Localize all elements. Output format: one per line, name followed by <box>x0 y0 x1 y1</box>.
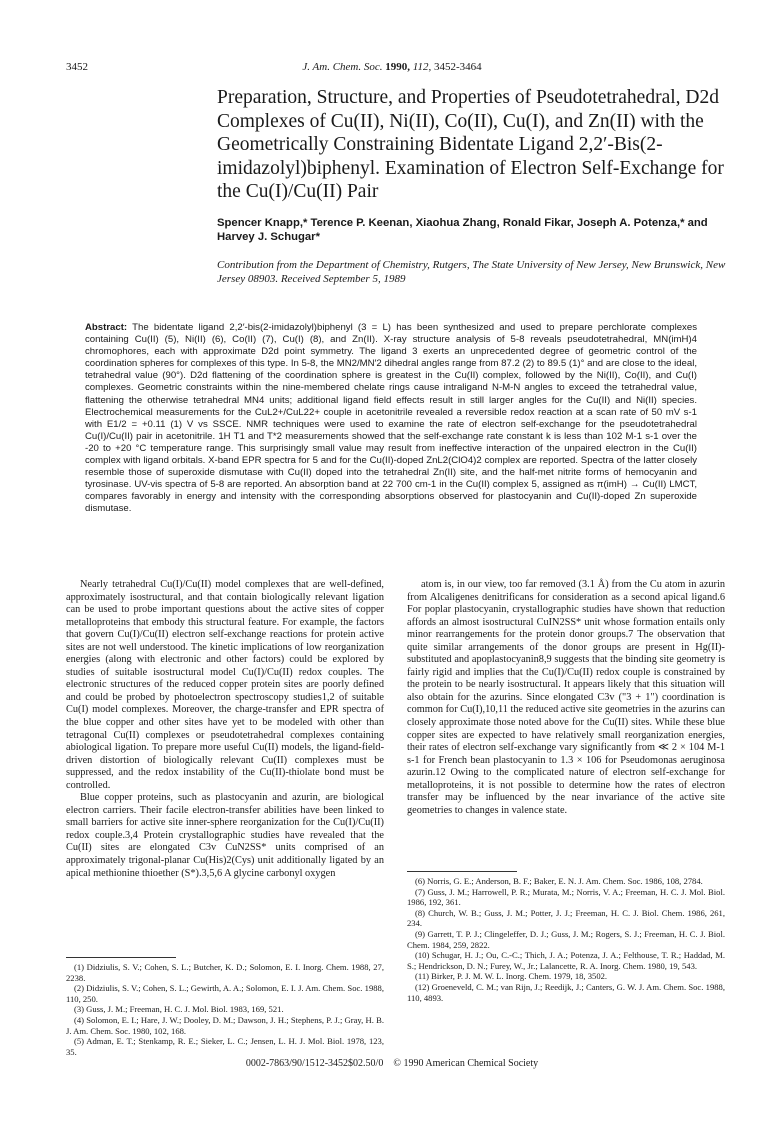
footnote: (12) Groeneveld, C. M.; van Rijn, J.; Reedijk, J.; Canters, G. W. J. Am. Chem. Soc. 1988, 110, 4893. <box>407 981 725 1003</box>
article-title: Preparation, Structure, and Properties of Pseudotetrahedral, D2d Complexes of Cu(II), Ni(II), Co(II), Cu(I), and Zn(II) with the Geometrically Constraining Bidentate Ligand 2,2′-Bis(2-imidazolyl)biphenyl. Examination of Electron Self-Exchange for the Cu(I)/Cu(II) Pair <box>217 87 724 202</box>
footnote: (7) Guss, J. M.; Harrowell, P. R.; Murata, M.; Norris, V. A.; Freeman, H. C. J. Mol. Biol. 1986, 192, 361. <box>407 886 725 908</box>
footnotes-left <box>66 962 384 1057</box>
footnote: (6) Norris, G. E.; Anderson, B. F.; Baker, E. N. J. Am. Chem. Soc. 1986, 108, 2784. <box>415 876 703 886</box>
journal-pages: 3452-3464 <box>433 61 482 73</box>
footnote: (11) Birker, P. J. M. W. L. Inorg. Chem. 1979, 18, 3502. <box>415 971 608 982</box>
footnote: (8) Church, W. B.; Guss, J. M.; Potter, J. J.; Freeman, H. C. J. Biol. Chem. 1986, 261, 234. <box>407 907 725 929</box>
footnote: (3) Guss, J. M.; Freeman, H. C. J. Mol. Biol. 1983, 169, 521. <box>74 1004 284 1015</box>
issn-line: 0002-7863/90/1512-3452$02.50/0 <box>245 1058 384 1069</box>
journal-year: 1990, <box>385 61 411 73</box>
page-footer <box>0 1058 784 1069</box>
body-column-right <box>407 579 725 817</box>
footnote: (2) Didziulis, S. V.; Cohen, S. L.; Gewirth, A. A.; Solomon, E. I. J. Am. Chem. Soc. 1988, 110, 250. <box>66 983 384 1004</box>
copyright-line: © 1990 American Chemical Society <box>393 1058 539 1069</box>
footnote: (5) Adman, E. T.; Stenkamp, R. E.; Sieker, L. C.; Jensen, L. H. J. Mol. Biol. 1978, 123, 35. <box>66 1036 384 1057</box>
body-column-left <box>66 579 384 880</box>
abstract-text: The bidentate ligand 2,2′-bis(2-imidazolyl)biphenyl (3 = L) has been synthesized and used to prepare perchlorate complexes containing Cu(II) (5), Ni(II) (6), Co(II) (7), Cu(I) (8), and Zn(II). X-ray structure analysis of 5-8 reveals pseudotetrahedral, MN(imH)4 chromophores, each with approximate D2d point symmetry. The ligand 3 exerts an unprecedented degree of geometric control of the coordination spheres for complexes of this type. In 5-8, the MN2/MN′2 dihedral angles range from 87.2 (2) to 89.5 (1)° and are close to the ideal, tetrahedral value (90°). D2d flattening of the coordination sphere is greatest in the Cu(II) complex, followed by the Ni(II), Co(II), and Cu(I) complexes. Geometric constraints within the nine-membered chelate rings cause intraligand N-M-N angles to exceed the tetrahedral value, flattening the otherwise tetrahedral MN4 units; additional ligand field effects result in still larger angles for the Cu(II) and Ni(II) species. Electrochemical measurements for the CuL2+/CuL22+ couple in acetonitrile revealed a reversible redox reaction at a scan rate of 50 mV s-1 with E1/2 = +0.11 (1) V vs SSCE. NMR techniques were used to examine the rate of electron self-exchange for the pseudotetrahedral Cu(I)/Cu(II) pair in acetonitrile. 1H T1 and T*2 measurements showed that the self-exchange rate constant k is less than 102 M-1 s-1 over the -20 to +20 °C temperature range. This surprisingly small value may result from ineffective interaction of the unpaired electron in the Cu(II) complex with ligand orbitals. X-band EPR spectra for 5 and for the Cu(II)-doped ZnL2(ClO4)2 complex are reported. Spectra of the latter closely resemble those of superoxide dismutase with Cu(II) doped into the tetrahedral Zn(II) site, and the half-met nitrite forms of hemocyanin and tyrosinase. UV-vis spectra of 5-8 are reported. An absorption band at 22 700 cm-1 in the Cu(II) complex 5, assigned as π(imH) → Cu(II) LMCT, compares favorably in energy and intensity with the corresponding absorptions observed for plastocyanin and Cu(II)-doped Zn superoxide dismutase. <box>85 322 697 515</box>
footnote: (10) Schugar, H. J.; Ou, C.-C.; Thich, J. A.; Potenza, J. A.; Felthouse, T. R.; Haddad, M. S.; Hendrickson, D. N.; Furey, W., Jr.; Lalancette, R. A. Inorg. Chem. 1980, 19, 543. <box>407 950 725 971</box>
footnote: (4) Solomon, E. I.; Hare, J. W.; Dooley, D. M.; Dawson, J. H.; Stephens, P. J.; Gray, H. B. J. Am. Chem. Soc. 1980, 102, 168. <box>66 1014 384 1036</box>
abstract <box>85 322 697 516</box>
page-number: 3452 <box>66 61 88 73</box>
abstract-label: Abstract: <box>85 322 128 333</box>
affiliation: Contribution from the Department of Chemistry, Rutgers, The State University of New Jersey, New Brunswick, New Jersey 08903. Received September 5, 1989 <box>217 259 726 285</box>
footnote-rule-left <box>66 957 176 958</box>
journal-volume: 112, <box>412 61 432 73</box>
body-paragraph: atom is, in our view, too far removed (3.1 Å) from the Cu atom in azurin from Alcaligenes denitrificans for consideration as a second apical ligand.6 For poplar plastocyanin, crystallographic studies have shown that reduction affords an almost isostructural CuIN2SS* unit whose formation entails only minor rearrangements for the protein donor groups.7 The observation that quite similar arrangements of the donor groups are present in Hg(II)-substituted and apoplastocyanin8,9 suggests that the binding site geometry is fairly rigid and implies that the Cu(I)/Cu(II) redox couple is constrained by the protein to be nearly isostructural. It appears likely that this situation will also obtain for the azurins. Since elongated C3v ("3 + 1") coordination is common for Cu(I),10,11 the reduced active site geometries in the azurins can closely approximate those noted above for the Cu(II) sites. While these blue copper sites are expected to have relatively small reorganization energies, their rates of electron self-exchange vary significantly from ≪ 2 × 104 M-1 s-1 for French bean plastocyanin to 1.3 × 106 for Pseudomonas aeruginosa azurin.12 Owing to the complicated nature of electron self-exchange for metalloproteins, it is not possible to determine how the rates of electron transfer may be influenced by the near invariance of the active site geometries to changes in valence state. <box>407 579 725 816</box>
author-list: Spencer Knapp,* Terence P. Keenan, Xiaohua Zhang, Ronald Fikar, Joseph A. Potenza,* and Harvey J. Schugar* <box>217 217 708 243</box>
body-paragraph: Blue copper proteins, such as plastocyanin and azurin, are biological electron carriers. Their facile electron-transfer abilities have been linked to small barriers for active site inner-sphere reorganization for the Cu(I)/Cu(II) redox couple.3,4 Protein crystallographic studies have revealed that the Cu(II) sites are elongated C3v CuN2SS* units comprised of an approximately trigonal-planar Cu(His)2(Cys) unit additionally ligated by an apical methionine thioether (S*).3,5,6 A glycine carbonyl oxygen <box>66 792 384 879</box>
body-paragraph: Nearly tetrahedral Cu(I)/Cu(II) model complexes that are well-defined, approximately isostructural, and that contain biologically relevant ligation can be used to probe important questions about the active sites of copper metalloproteins that embody this structural feature. For example, the factors that govern Cu(I)/Cu(II) electron self-exchange reactions for protein active sites are not well understood. The kinetic implications of low reorganization energies (along with electronic and other factors) could be explored by studies of suitable isostructural model Cu(I)/Cu(II) redox couples. The electronic structures of the reduced copper protein sites are poorly defined and could be probed by photoelectron spectroscopy studies1,2 of suitable Cu(I) model complexes. Moreover, the charge-transfer and EPR spectra of the blue copper and other sites have yet to be modeled with other than tetragonal Cu(II) complexes or pseudotetrahedral complexes containing abiological ligation. To prepare more useful Cu(II) models, the ligand-field-driven distortion of biologically relevant Cu(II) complexes must be suppressed, and the redox instability of the Cu(II)-thiolate bond must be controlled. <box>66 579 384 791</box>
footnotes-right <box>407 876 725 1003</box>
footnote: (1) Didziulis, S. V.; Cohen, S. L.; Butcher, K. D.; Solomon, E. I. Inorg. Chem. 1988, 27, 2238. <box>66 962 384 983</box>
footnote-rule-right <box>407 871 517 872</box>
footnote: (9) Garrett, T. P. J.; Clingeleffer, D. J.; Guss, J. M.; Rogers, S. J.; Freeman, H. C. J. Biol. Chem. 1984, 259, 2822. <box>407 928 725 950</box>
journal-name: J. Am. Chem. Soc. <box>302 61 383 73</box>
running-header <box>0 61 784 73</box>
